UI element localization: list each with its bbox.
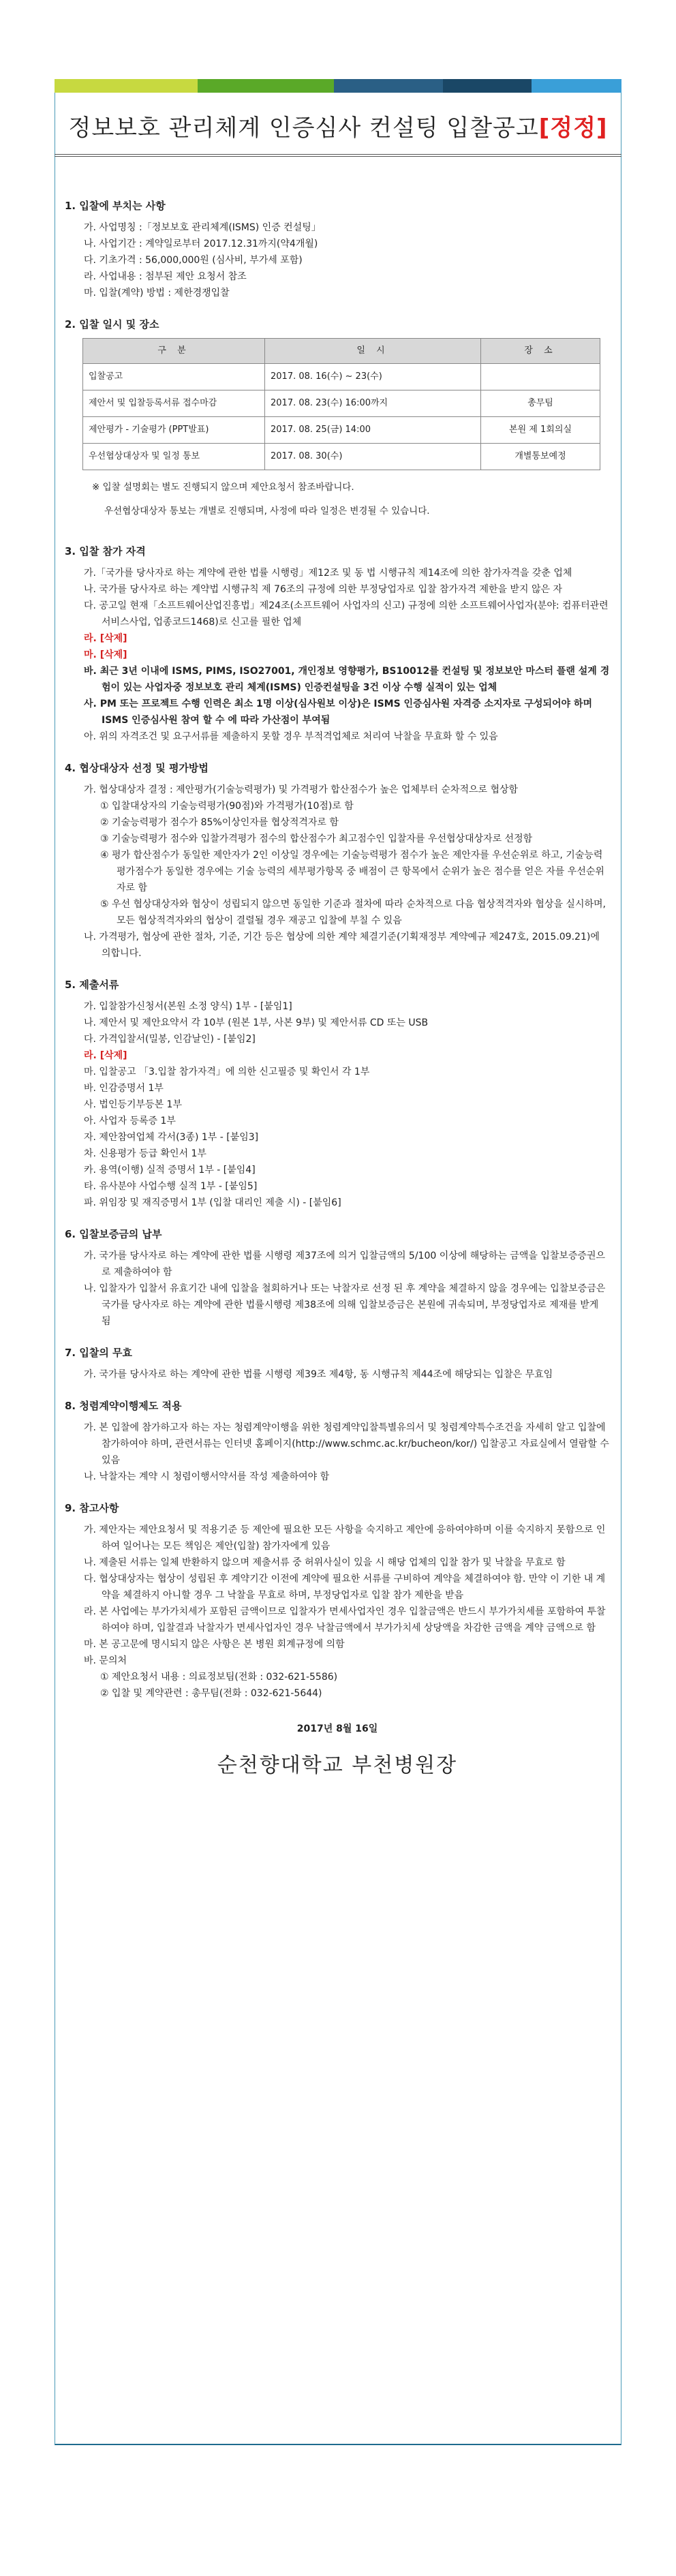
list-item: 다. 공고일 현재「소프트웨어산업진흥법」제24조(소프트웨어 사업자의 신고) 규정에 의한 소프트웨어사업자(분야: 컴퓨터관련서비스사업, 업종코드1468)로 신고를 필한 업체 bbox=[84, 600, 609, 628]
list-item: 아. 사업자 등록증 1부 bbox=[84, 1115, 176, 1126]
title-rule-top bbox=[55, 154, 621, 155]
table-cell: 제안서 및 입찰등록서류 접수마감 bbox=[83, 390, 265, 417]
contact-item: ② 입찰 및 계약관련 : 총무팀(전화 : 032-621-5644) bbox=[100, 1687, 322, 1699]
list-item: 사. 법인등기부등본 1부 bbox=[84, 1099, 182, 1110]
list-item: 차. 신용평가 등급 확인서 1부 bbox=[84, 1148, 206, 1159]
color-bar-segment bbox=[443, 79, 532, 93]
list-item: 나. 가격평가, 협상에 관한 절차, 기준, 기간 등은 협상에 의한 계약 체결기준(기획재정부 계약예규 제247호, 2015.09.21)에 의합니다. bbox=[84, 931, 600, 959]
list-item: 라. 본 사업에는 부가가치세가 포함된 금액이므로 입찰자가 면세사업자인 경우 입찰금액은 반드시 부가가치세를 포함하여 투찰하여야 하며, 입찰결과 낙찰자가 면세사업자인 경우 낙찰금액에서 부가가치세 상당액을 차감한 금액을 계약 금액으로 함 bbox=[84, 1606, 606, 1634]
table-header: 장 소 bbox=[481, 339, 600, 364]
deleted-item: 라. [삭제] bbox=[84, 1049, 127, 1061]
list-item: 마. 본 공고문에 명시되지 않은 사항은 본 병원 회계규정에 의함 bbox=[84, 1638, 345, 1650]
list-item: 가. 본 입찰에 참가하고자 하는 자는 청렴계약이행을 위한 청렴계약입찰특별유의서 및 청렴계약특수조건을 자세히 알고 입찰에 참가하여야 하며, 관련서류는 인터넷 홈페이지(http://www.schmc.ac.kr/bucheon/kor/) 입찰공고 자료실에서 열람할 수 있음 bbox=[84, 1422, 609, 1466]
table-row bbox=[83, 444, 600, 470]
list-item: 나. 국가를 당사자로 하는 계약법 시행규칙 제 76조의 규정에 의한 부정당업자로 입찰 참가자격 제한을 받지 않은 자 bbox=[84, 583, 563, 595]
list-item: 다. 협상대상자는 협상이 성립된 후 계약기간 이전에 계약에 필요한 서류를 구비하여 계약을 체결하여야 함. 만약 이 기한 내 계약을 체결하지 아니할 경우 그 낙찰을 무효로 하며, 부정당업자로 입찰 참가 제한을 받음 bbox=[84, 1573, 606, 1601]
list-item: 타. 유사분야 사업수행 실적 1부 - [붙임5] bbox=[84, 1180, 258, 1192]
list-item: 가. 입찰참가신청서(본원 소정 양식) 1부 - [붙임1] bbox=[84, 1000, 292, 1012]
list-item: 파. 위임장 및 재직증명서 1부 (입찰 대리인 제출 시) - [붙임6] bbox=[84, 1197, 341, 1208]
list-item: 가. 제안자는 제안요청서 및 적용기준 등 제안에 필요한 모든 사항을 숙지하고 제안에 응하여야하며 이를 숙지하지 못함으로 인하여 일어나는 모든 책임은 제안(입찰) 참가자에게 있음 bbox=[84, 1524, 606, 1552]
list-item: 마. 입찰공고 「3.입찰 참가자격」에 의한 신고필증 및 확인서 각 1부 bbox=[84, 1066, 370, 1077]
list-item: 자. 제안참여업체 각서(3종) 1부 - [붙임3] bbox=[84, 1131, 259, 1143]
section-heading: 9. 참고사항 bbox=[65, 1501, 119, 1514]
notice-body bbox=[65, 198, 610, 1777]
sub-list-item: ② 기술능력평가 점수가 85%이상인자를 협상적격자로 함 bbox=[100, 816, 339, 828]
color-bar-segment bbox=[532, 79, 621, 93]
table-cell bbox=[481, 364, 600, 390]
schedule-table bbox=[82, 338, 600, 470]
section-heading: 6. 입찰보증금의 납부 bbox=[65, 1227, 162, 1240]
section-heading: 7. 입찰의 무효 bbox=[65, 1346, 133, 1359]
sub-list-item: ④ 평가 합산점수가 동일한 제안자가 2인 이상일 경우에는 기술능력평가 점수가 높은 제안자를 우선순위로 하고, 기술능력 평가점수가 동일한 경우에는 기술 능력의 세부평가항목 중 배점이 큰 항목에서 순위가 높은 점수를 얻은 자를 우선순위자로 함 bbox=[100, 849, 604, 893]
list-item: 다. 기초가격 : 56,000,000원 (심사비, 부가세 포함) bbox=[84, 255, 303, 266]
table-cell: 총무팀 bbox=[481, 390, 600, 417]
contact-item: ① 제안요청서 내용 : 의료정보팀(전화 : 032-621-5586) bbox=[100, 1671, 338, 1683]
table-cell: 2017. 08. 25(금) 14:00 bbox=[265, 417, 481, 444]
list-item: 바. 인감증명서 1부 bbox=[84, 1082, 164, 1094]
schedule-note: ※ 입찰 설명회는 별도 진행되지 않으며 제안요청서 참조바랍니다. bbox=[92, 481, 354, 493]
list-item: 나. 제안서 및 제안요약서 각 10부 (원본 1부, 사본 9부) 및 제안서류 CD 또는 USB bbox=[84, 1017, 429, 1028]
list-item: 라. 사업내용 : 첨부된 제안 요청서 참조 bbox=[84, 271, 247, 282]
section-heading: 1. 입찰에 부치는 사항 bbox=[65, 200, 166, 212]
section-heading: 5. 제출서류 bbox=[65, 978, 119, 991]
title-text: 정보보호 관리체계 인증심사 컨설팅 입찰공고 bbox=[68, 114, 539, 142]
sub-list-item: ③ 기술능력평가 점수와 입찰가격평가 점수의 합산점수가 최고점수인 입찰자를 우선협상대상자로 선정함 bbox=[100, 833, 533, 844]
list-item: 사. PM 또는 프로젝트 수행 인력은 최소 1명 이상(심사원보 이상)은 ISMS 인증심사원 자격증 소지자로 구성되어야 하며 ISMS 인증심사원 참여 할 수 에 따라 가산점이 부여됨 bbox=[84, 698, 592, 726]
list-item: 마. 입찰(계약) 방법 : 제한경쟁입찰 bbox=[84, 288, 230, 298]
list-item: 카. 용역(이행) 실적 증명서 1부 - [붙임4] bbox=[84, 1164, 256, 1176]
table-header: 구 분 bbox=[83, 339, 265, 364]
color-bar-segment bbox=[55, 79, 198, 93]
table-cell: 본원 제 1회의실 bbox=[481, 417, 600, 444]
deleted-item: 라. [삭제] bbox=[84, 632, 127, 644]
list-item: 나. 낙찰자는 계약 시 청렴이행서약서를 작성 제출하여야 함 bbox=[84, 1471, 330, 1482]
header-color-bar bbox=[55, 79, 621, 93]
table-row bbox=[83, 390, 600, 417]
schedule-note: 우선협상대상자 통보는 개별로 진행되며, 사정에 따라 일정은 변경될 수 있습니다. bbox=[104, 506, 430, 517]
list-item: 나. 입찰자가 입찰서 유효기간 내에 입찰을 철회하거나 또는 낙찰자로 선정 된 후 계약을 체결하지 않을 경우에는 입찰보증금은 국가를 당사자로 하는 계약에 관한 법률시행령 제38조에 의해 입찰보증금은 본원에 귀속되며, 부정당업자로 제재를 받게 됨 bbox=[84, 1283, 606, 1327]
list-item: 나. 제출된 서류는 일체 반환하지 않으며 제출서류 중 허위사실이 있을 시 해당 업체의 입찰 참가 및 낙찰을 무효로 함 bbox=[84, 1557, 566, 1568]
section-heading: 2. 입찰 일시 및 장소 bbox=[65, 318, 159, 331]
table-cell: 2017. 08. 30(수) bbox=[265, 444, 481, 470]
list-item: 바. 문의처 bbox=[84, 1655, 127, 1666]
title-suffix: [정정] bbox=[538, 114, 608, 142]
title-rule-bottom bbox=[55, 156, 621, 157]
list-item: 나. 사업기간 : 계약일로부터 2017.12.31까지(약4개월) bbox=[84, 239, 318, 249]
sub-list-item: ① 입찰대상자의 기술능력평가(90점)와 가격평가(10점)로 함 bbox=[100, 800, 354, 812]
table-header: 일 시 bbox=[265, 339, 481, 364]
table-cell: 2017. 08. 16(수) ~ 23(수) bbox=[265, 364, 481, 390]
section-heading: 4. 협상대상자 선정 및 평가방법 bbox=[65, 761, 209, 774]
list-item: 가. 협상대상자 결정 : 제안평가(기술능력평가) 및 가격평가 합산점수가 높은 업체부터 순차적으로 협상함 bbox=[84, 784, 519, 795]
list-item: 가. 국가를 당사자로 하는 계약에 관한 법률 시행령 제39조 제4항, 동 시행규칙 제44조에 해당되는 입찰은 무효임 bbox=[84, 1368, 553, 1380]
page-title bbox=[55, 109, 621, 142]
table-cell: 우선협상대상자 및 일정 통보 bbox=[83, 444, 265, 470]
list-item: 다. 가격입찰서(밀봉, 인감날인) - [붙임2] bbox=[84, 1033, 256, 1045]
table-cell: 입찰공고 bbox=[83, 364, 265, 390]
issuer-name: 순천향대학교 부천병원장 bbox=[217, 1753, 458, 1777]
notice-date: 2017년 8월 16일 bbox=[296, 1723, 378, 1734]
deleted-item: 마. [삭제] bbox=[84, 649, 127, 660]
table-cell: 제안평가 - 기술평가 (PPT발표) bbox=[83, 417, 265, 444]
sub-list-item: ⑤ 우선 협상대상자와 협상이 성립되지 않으면 동일한 기준과 절차에 따라 순차적으로 다음 협상적격자와 협상을 실시하며, 모든 협상적격자와의 협상이 결렬될 경우 재공고 입찰에 부칠 수 있음 bbox=[100, 898, 606, 926]
section-heading: 3. 입찰 참가 자격 bbox=[65, 545, 146, 557]
table-cell: 개별통보예정 bbox=[481, 444, 600, 470]
table-cell: 2017. 08. 23(수) 16:00까지 bbox=[265, 390, 481, 417]
color-bar-segment bbox=[198, 79, 334, 93]
section-heading: 8. 청렴계약이행제도 적용 bbox=[65, 1399, 182, 1412]
table-header-row bbox=[83, 339, 600, 364]
list-item: 가.「국가를 당사자로 하는 계약에 관한 법률 시행령」제12조 및 동 법 시행규칙 제14조에 의한 참가자격을 갖춘 업체 bbox=[84, 567, 572, 579]
list-item: 바. 최근 3년 이내에 ISMS, PIMS, ISO27001, 개인정보 영향평가, BS10012를 컨설팅 및 정보보안 마스터 플랜 설계 경험이 있는 사업자중 정보보호 관리 체계(ISMS) 인증컨설팅을 3건 이상 수행 실적이 있는 업체 bbox=[84, 665, 610, 693]
list-item: 가. 국가를 당사자로 하는 계약에 관한 법률 시행령 제37조에 의거 입찰금액의 5/100 이상에 해당하는 금액을 입찰보증증권으로 제출하여야 함 bbox=[84, 1250, 605, 1278]
color-bar-segment bbox=[334, 79, 443, 93]
table-row bbox=[83, 364, 600, 390]
table-row bbox=[83, 417, 600, 444]
list-item: 가. 사업명칭 :「정보보호 관리체계(ISMS) 인증 컨설팅」 bbox=[84, 222, 321, 233]
list-item: 아. 위의 자격조건 및 요구서류를 제출하지 못할 경우 부적격업체로 처리여 낙찰을 무효화 할 수 있음 bbox=[84, 731, 498, 742]
